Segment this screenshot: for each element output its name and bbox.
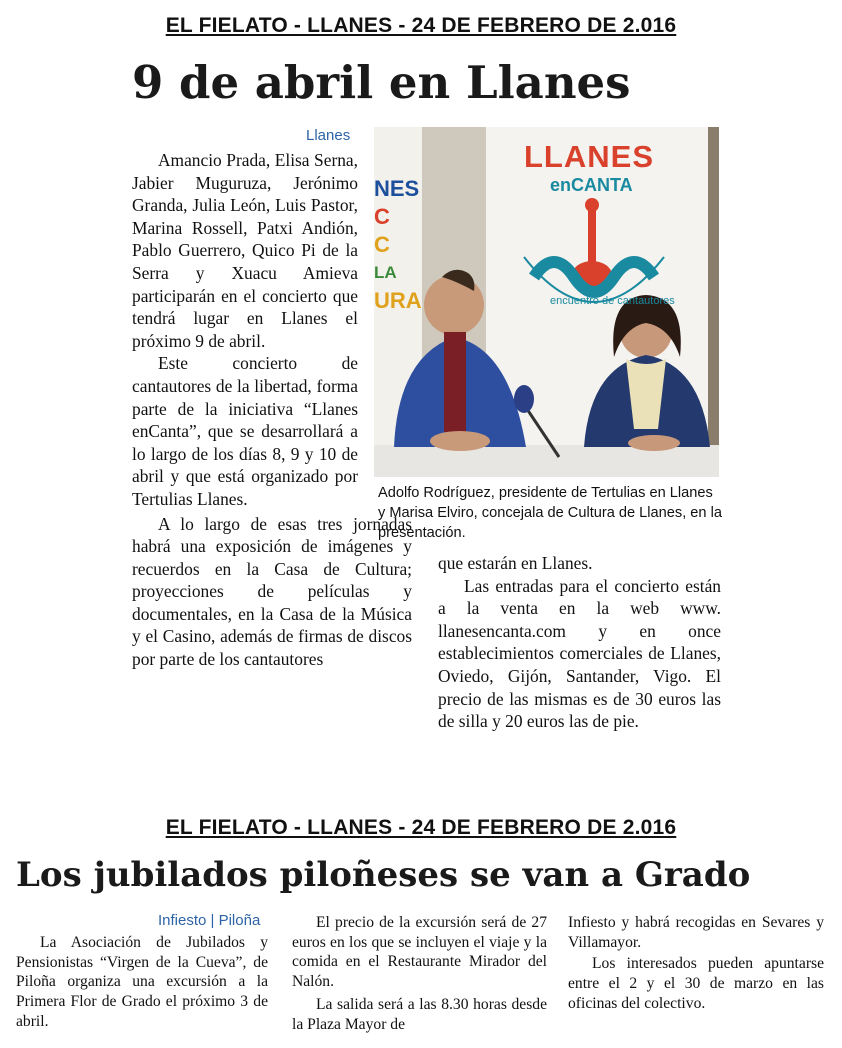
press-photo (374, 127, 719, 477)
paragraph: que estarán en Llanes. (438, 553, 593, 573)
headline-2: Los jubilados piloñeses se van a Grado (16, 855, 751, 895)
paragraph: Los interesados pueden apuntarse entre el 2 y el 30 de marzo en las oficinas del colectivo. (568, 955, 824, 1012)
left-banner-line: C (374, 204, 390, 229)
paragraph: Amancio Prada, Elisa Serna, Jabier Muguruza, Jerónimo Granda, Julia León, Luis Pastor, Marina Rossell, Patxi Andión, Pablo Guerrero, Quico Pi de la Serra y Xuacu Amieva participarán en el concierto que tendrá lugar en Llanes el próximo 9 de abril. (132, 150, 358, 351)
paragraph: Infiesto y habrá recogidas en Sevares y Villamayor. (568, 914, 824, 951)
paragraph: Este concierto de cantautores de la libertad, forma parte de la iniciativa “Llanes enCanta”, que se desarrollará a lo largo de los días 8, 9 y 10 de abril y que está organizado por Tertulias Llanes. (132, 353, 358, 509)
article-column-2 (438, 552, 721, 733)
location-tag: Llanes (306, 127, 351, 144)
paragraph: El precio de la excursión será de 27 euros en los que se incluyen el viaje y la comida en el Restaurante Mirador del Nalón. (292, 914, 547, 991)
banner-ring-text: encuentro de cantautores (550, 295, 675, 307)
newspaper-header: EL FIELATO - LLANES - 24 DE FEBRERO DE 2.016 (165, 14, 677, 37)
paragraph: La Asociación de Jubilados y Pensionistas “Virgen de la Cueva”, de Piloña organiza una excursión a la Primera Flor de Grado el próximo 3 de abril. (16, 934, 268, 1030)
banner-subtitle: enCANTA (550, 175, 633, 195)
location-tag-2: Infiesto | Piloña (158, 912, 261, 929)
newspaper-header-2: EL FIELATO - LLANES - 24 DE FEBRERO DE 2.016 (165, 816, 677, 839)
left-banner-line: URA (374, 288, 422, 313)
headline: 9 de abril en Llanes (132, 56, 631, 109)
left-banner-text (374, 175, 422, 315)
article2-column-2 (292, 913, 547, 1034)
photo-caption: Adolfo Rodríguez, presidente de Tertulias en Llanes y Marisa Elviro, concejala de Cultura de Llanes, en la presentación. (378, 485, 722, 541)
article2-column-3 (568, 913, 824, 1014)
article-column-1 (132, 149, 412, 671)
left-banner-line: NES (374, 176, 420, 201)
banner-title: LLANES (524, 139, 654, 174)
left-banner-line: C (374, 232, 390, 257)
paragraph: Las entradas para el concierto están a la venta en la web www. llanesencanta.com y en once establecimientos comerciales de Llanes, Oviedo, Gijón, Santander, Vigo. El precio de las mismas es de 30 euros las de silla y 20 euros las de pie. (438, 575, 721, 732)
paragraph: A lo largo de esas tres jornadas habrá una exposición de imágenes y recuerdos en la Casa de Cultura; proyecciones de películas y documentales, en la Casa de la Música y el Casino, además de firmas de discos por parte de los cantautores (132, 513, 412, 670)
paragraph: La salida será a las 8.30 horas desde la Plaza Mayor de (292, 995, 547, 1033)
left-banner-line: LA (374, 263, 397, 282)
article2-column-1 (16, 933, 268, 1032)
